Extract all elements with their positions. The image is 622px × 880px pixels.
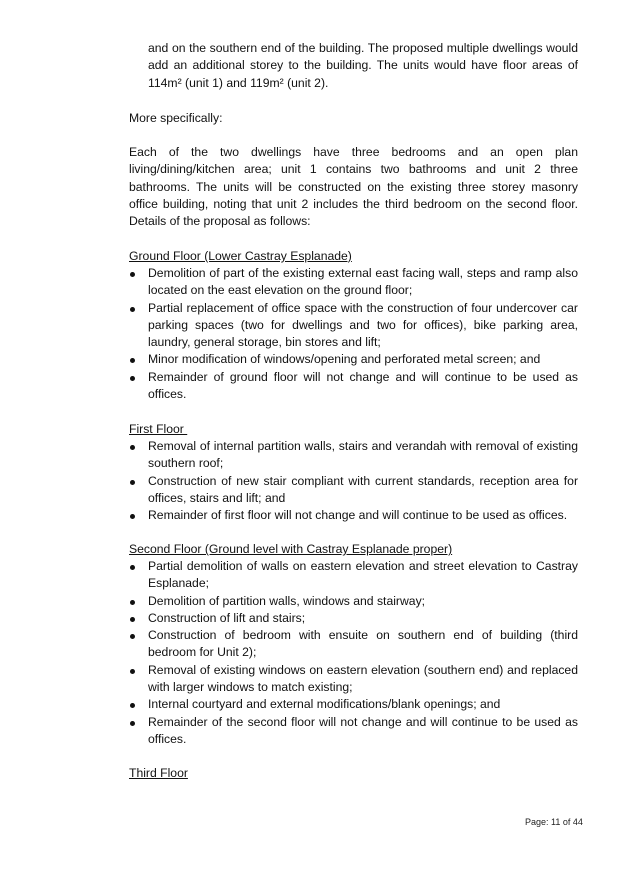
- list-item: [129, 473, 578, 508]
- bullet-icon: [130, 445, 135, 450]
- bullet-icon: [130, 480, 135, 485]
- list-item: [129, 662, 578, 697]
- list-item: [129, 593, 578, 610]
- first-floor-list: [129, 438, 578, 524]
- section-heading-third-floor: Third Floor: [129, 766, 188, 780]
- bullet-icon: [130, 617, 135, 622]
- list-item: [129, 610, 578, 627]
- list-item: [129, 696, 578, 713]
- intro-paragraph: and on the southern end of the building. The proposed multiple dwellings would add an additional storey to the building. The units would have floor areas of 114m² (unit 1) and 119m² (unit 2).: [148, 41, 578, 90]
- list-item-text: Remainder of the second floor will not change and will continue to be used as offices.: [148, 714, 578, 746]
- bullet-icon: [130, 358, 135, 363]
- bullet-icon: [130, 514, 135, 519]
- bullet-icon: [130, 721, 135, 726]
- list-item: [129, 507, 578, 524]
- list-item-text: Minor modification of windows/opening and perforated metal screen; and: [148, 352, 541, 367]
- page-number: Page: 11 of 44: [525, 817, 583, 827]
- section-heading-second-floor: Second Floor (Ground level with Castray Esplanade proper): [129, 542, 453, 556]
- list-item: [129, 265, 578, 300]
- list-item-text: Partial demolition of walls on eastern elevation and street elevation to Castray Esplanade;: [148, 559, 578, 591]
- description-paragraph: Each of the two dwellings have three bedrooms and an open plan living/dining/kitchen area; unit 1 contains two bathrooms and unit 2 three bathrooms. The units will be constructed on the existing three storey masonry office building, noting that unit 2 includes the third bedroom on the second floor. Details of the proposal as follows:: [129, 145, 578, 229]
- list-item-text: Removal of internal partition walls, stairs and verandah with removal of existing southern roof;: [148, 439, 578, 471]
- bullet-icon: [130, 703, 135, 708]
- list-item: [129, 558, 578, 593]
- bullet-icon: [130, 565, 135, 570]
- bullet-icon: [130, 600, 135, 605]
- list-item: [129, 627, 578, 662]
- list-item-text: Remainder of ground floor will not change and will continue to be used as offices.: [148, 369, 578, 402]
- list-item-text: Removal of existing windows on eastern elevation (southern end) and replaced with larger windows to match existing;: [148, 662, 578, 695]
- second-floor-list: [129, 558, 578, 748]
- list-item-text: Partial replacement of office space with the construction of four undercover car parking spaces (two for dwellings and two for offices), bike parking area, laundry, general storage, bin stores and lift;: [148, 300, 578, 350]
- bullet-icon: [130, 669, 135, 674]
- list-item-text: Demolition of partition walls, windows and stairway;: [148, 593, 426, 608]
- bullet-icon: [130, 376, 135, 381]
- ground-floor-list: [129, 265, 578, 403]
- list-item: [129, 351, 578, 368]
- list-item-text: Construction of lift and stairs;: [148, 610, 306, 625]
- list-item: [129, 438, 578, 473]
- more-specifically-text: More specifically:: [129, 111, 223, 125]
- list-item: [129, 300, 578, 352]
- bullet-icon: [130, 272, 135, 277]
- list-item: [129, 714, 578, 749]
- section-heading-first-floor: First Floor: [129, 422, 188, 436]
- bullet-icon: [130, 634, 135, 639]
- list-item-text: Demolition of part of the existing external east facing wall, steps and ramp also located on the east elevation on the ground floor;: [148, 266, 578, 298]
- section-heading-ground-floor: Ground Floor (Lower Castray Esplanade): [129, 249, 352, 263]
- bullet-icon: [130, 307, 135, 312]
- list-item: [129, 369, 578, 404]
- list-item-text: Construction of new stair compliant with current standards, reception area for offices, stairs and lift; and: [148, 473, 578, 505]
- list-item-text: Remainder of first floor will not change and will continue to be used as offices.: [148, 508, 568, 523]
- list-item-text: Internal courtyard and external modifications/blank openings; and: [148, 697, 501, 712]
- list-item-text: Construction of bedroom with ensuite on southern end of building (third bedroom for Unit 2);: [148, 628, 578, 660]
